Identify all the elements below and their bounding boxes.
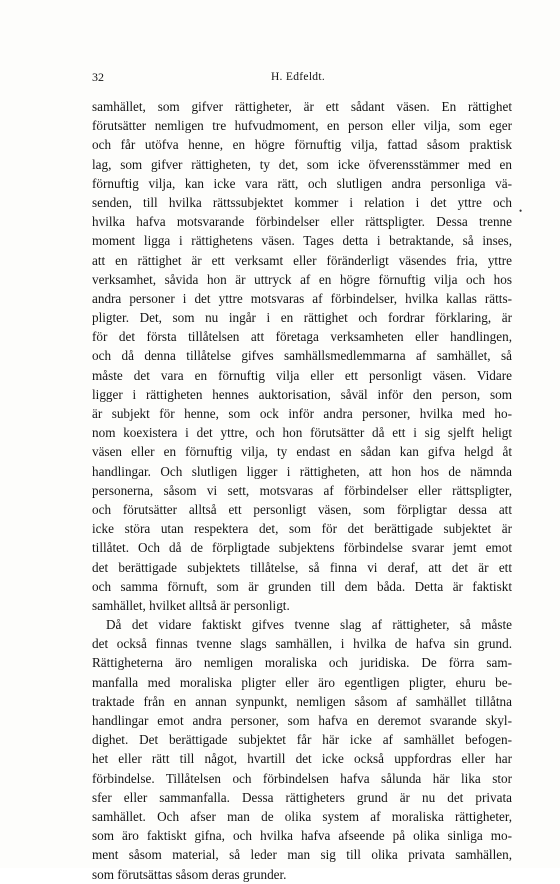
text-line: andra personer i det yttre motsvaras af förbindelser, hvilka kallas rätts- — [92, 290, 512, 306]
text-line: ment såsom material, så leder man sig till olika privata samhällen, — [92, 847, 512, 863]
text-line: att en rättighet är ett verksamt eller föränderligt väsendes fria, yttre — [92, 252, 512, 268]
text-line: är subjekt för henne, som ock inför andra personer, hvilka med ho- — [92, 406, 512, 421]
paragraph-end-line: som förutsättas såsom deras grunder. — [92, 866, 287, 882]
text-line: och då denna tillåtelse gifves samhällsmedlemmarna af samhället, så — [92, 348, 512, 364]
text-line: traktade från en annan synpunkt, nemligen såsom af samhället tillåtna — [92, 693, 512, 709]
text-line: verksamhet, såvida hon är uttryck af en högre förnuftig vilja och hos — [92, 271, 512, 287]
text-line: handlingar emot andra personer, som hafva en deremot svarande skyl- — [92, 713, 512, 728]
text-line: Rättigheterna äro nemligen moraliska och juridiska. De förra sam- — [92, 655, 512, 671]
page-header — [92, 69, 504, 85]
paragraph-end-line: samhället, hvilket alltså är personligt. — [92, 597, 290, 613]
text-line: tillåtet. Och då de förpligtade subjektens förbindelse svarar jemt emot — [92, 540, 512, 556]
text-line: het eller rätt till något, hvartill det icke också uppfordras eller har — [92, 751, 512, 767]
paragraph-start-line: Då det vidare faktiskt gifves tvenne slag af rättigheter, så måste — [106, 617, 512, 633]
text-line: och samma förnuft, som är grunden till dem båda. Detta är faktiskt — [92, 578, 512, 594]
text-line: manfalla med moraliska pligter eller äro egentligen pligter, ehuru be- — [92, 674, 512, 690]
text-line: måste det vara en förnuftig vilja eller ett personligt väsen. Vidare — [92, 367, 512, 383]
body-text — [92, 97, 512, 884]
text-line: för det första tillåtelsen att företaga verksamheten eller handlingen, — [92, 329, 512, 345]
text-line: förnuftig vilja, kan icke vara rätt, och slutligen andra personliga vä- — [92, 175, 512, 191]
text-line: hvilka hafva motsvarande förbindelser eller rättspligter. Dessa trenne — [92, 214, 512, 230]
page-number: 32 — [92, 70, 104, 84]
text-line: ligger i rättigheten hennes auktorisation, såväl inför den person, som — [92, 386, 512, 402]
text-line: det också finnas tvenne slags samhällen, i hvilka de hafva sin grund. — [92, 636, 512, 652]
text-line: personerna, såsom vi sett, motsvaras af förbindelser eller rättspligter, — [92, 482, 512, 498]
text-line: lag, som gifver rättigheten, ty det, som icke öfverensstämmer med en — [92, 156, 512, 172]
text-line: väsen eller en förnuftig vilja, ty endast en sådan kan gifva helgd åt — [92, 444, 512, 460]
text-line: och får utöfva henne, en högre förnuftig vilja, fattad såsom praktisk — [92, 137, 512, 153]
text-line: förutsätter nemligen tre hufvudmoment, en person eller vilja, som eger — [92, 118, 512, 134]
text-line: och förutsätter alltså ett personligt väsen, som förpligtar dessa att — [92, 501, 512, 517]
text-line: handlingar. Och slutligen ligger i rättigheten, att hon hos de nämnda — [92, 463, 512, 479]
text-line: sfer eller sammanfalla. Dessa rättigheters grund är nu det privata — [92, 789, 512, 805]
text-line: pligter. Det, som nu ingår i en rättighet och fordrar förklaring, är — [92, 310, 512, 326]
text-line: icke störa utan respektera det, som för det berättigade subjektet är — [92, 521, 512, 537]
text-line: senden, till hvilka rättssubjektet kommer i relation i det yttre och — [92, 194, 512, 210]
text-line: det berättigade subjektets tillåtelse, så finna vi deraf, att det är ett — [92, 559, 512, 575]
running-head: H. Edfeldt. — [270, 71, 326, 83]
text-line: samhället. Och afser man de olika system af moraliska rättigheter, — [92, 808, 512, 824]
text-line: moment ligga i rättighetens väsen. Tages detta i betraktande, så inses, — [92, 233, 512, 249]
text-line: nom koexistera i det yttre, och hon förutsätter då ett i sig sjelft heligt — [92, 425, 512, 441]
text-line: samhället, som gifver rättigheter, är ett sådant väsen. En rättighet — [92, 99, 512, 114]
text-line: som äro faktiskt gifna, och hvilka hafva afseende på olika sinliga mo- — [92, 828, 512, 844]
text-line: dighet. Det berättigade subjektet får här icke af samhället befogen- — [92, 732, 512, 748]
text-line: förbindelse. Tillåtelsen och förbindelsen hafva sålunda här lika stor — [92, 770, 512, 786]
margin-mark: • — [519, 206, 523, 216]
